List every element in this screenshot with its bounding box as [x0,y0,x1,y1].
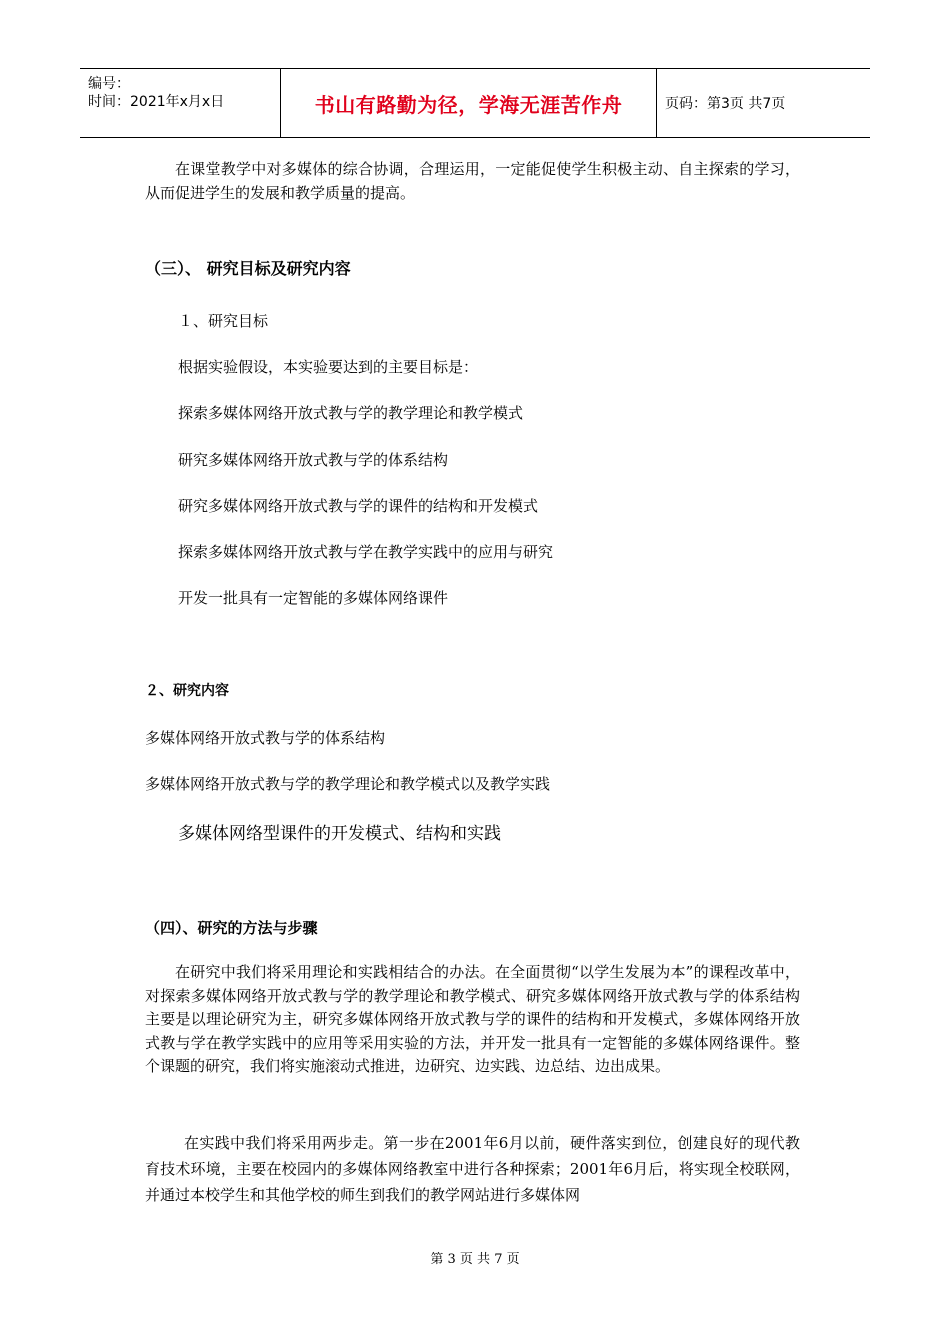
research-content-heading: ２、研究内容 [145,683,229,699]
research-goal-intro: 根据实验假设，本实验要达到的主要目标是： [178,358,479,376]
page-header [80,68,870,138]
header-info-cell [80,69,281,137]
page-footer: 第 3 页 共 7 页 [430,1252,520,1267]
intro-paragraph: 在课堂教学中对多媒体的综合协调，合理运用，一定能促使学生积极主动、自主探索的学习，从而促进学生的发展和教学质量的提高。 [145,160,800,202]
time-label: 时间：2021年x月x日 [88,94,225,110]
page-number-label: 页码：第3页 共7页 [665,96,786,112]
header-page-cell [657,69,870,137]
research-goal-heading: １、研究目标 [178,312,269,330]
goal-item: 研究多媒体网络开放式教与学的课件的结构和开发模式 [178,497,539,515]
header-motto: 书山有路勤为径，学海无涯苦作舟 [314,92,623,117]
goal-item: 探索多媒体网络开放式教与学的教学理论和教学模式 [178,404,524,422]
content-item: 多媒体网络开放式教与学的教学理论和教学模式以及教学实践 [145,775,551,793]
goal-item: 研究多媒体网络开放式教与学的体系结构 [178,451,449,469]
section-4-title: （四）、研究的方法与步骤 [145,919,318,937]
content-item: 多媒体网络开放式教与学的体系结构 [145,729,386,747]
section-3-title: （三）、 研究目标及研究内容 [145,259,351,278]
header-motto-cell [281,69,657,137]
number-label: 编号： [88,76,130,92]
method-paragraph-1: 在研究中我们将采用理论和实践相结合的办法。在全面贯彻“以学生发展为本”的课程改革中，对探索多媒体网络开放式教与学的教学理论和教学模式、研究多媒体网络开放式教与学的体系结构主要是以理论研究为主，研究多媒体网络开放式教与学的课件的结构和开发模式，多媒体网络开放式教与学在教学实践中的应用等采用实验的方法，并开发一批具有一定智能的多媒体网络课件。整个课题的研究，我们将实施滚动式推进，边研究、边实践、边总结、边出成果。 [145,963,800,1075]
goal-item: 探索多媒体网络开放式教与学在教学实践中的应用与研究 [178,543,554,561]
goal-item: 开发一批具有一定智能的多媒体网络课件 [178,589,449,607]
content-item-large: 多媒体网络型课件的开发模式、结构和实践 [178,824,501,844]
method-paragraph-2: 在实践中我们将采用两步走。第一步在2001年6月以前，硬件落实到位，创建良好的现代教育技术环境，主要在校园内的多媒体网络教室中进行各种探索；2001年6月后，将实现全校联网，并通过本校学生和其他学校的师生到我们的教学网站进行多媒体网 [145,1134,800,1204]
